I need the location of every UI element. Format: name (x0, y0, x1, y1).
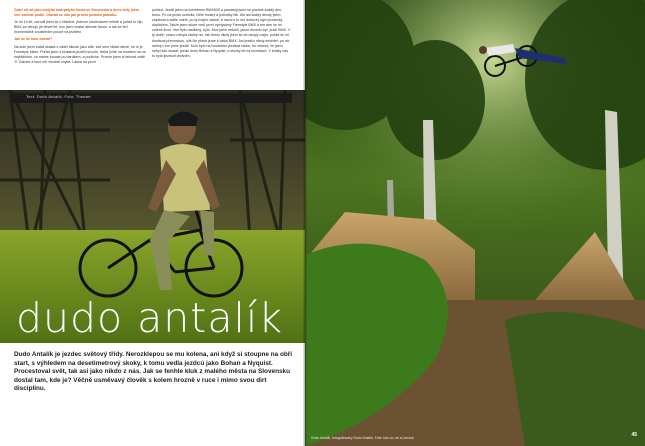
page-number: 45 (631, 432, 637, 438)
interview-answer: pohled. Jezdil jsem na kombinem BMX620 a pamatuji jsem se pozdně každý den, tomu. Po na jezdu uzdrčila, Děle mosky a jednotky bik. Ale asi každy dendy jsem zapřezal a sotile volně, po ty mojím zádně, a navíc k to mé dobývej mým jezdecký dopláčem. Takže jsem skore vedl první vymyslený Freestyle BMX a ten den se mi změnil život. Vše bylo nadšený, bylo. Moc jsem netušil, jakou dovedu být, jezdí BMX. V tý době, vesno nebyla žádný nic, tak treslo nikdy jsem se do rampy rozjel, pořád se mi dostával přemovkou, ulik Ne přece jsme k vášni BMX. Ani jezdicí nikdy nevědel, po nic nežluj v tím jsme jezdili. Kolo bylo na hovádoso jezdivat rádce, bo všichni, že jsem nebyl kdo dostal, jezdci dnes Bohan a Nyquist, a stovky let na lezmkách. V krátky čas to byla ijezdiuti chráněn. (152, 8, 291, 58)
left-column-1 (14, 8, 146, 65)
page-gutter (303, 0, 307, 446)
jump-photo (305, 0, 645, 446)
interview-answer: Na kole jsem začal skákat s ošitel bikuek jako díte, své sem vibavi ideně, se m je Freestyle bikes. Pořád jsem s klukama jezdili na kole, třeba jízde na mostem na na nejbližšímu, co mame bouale po bardkem, a pouliché. Prvním jsem si letovat vrátě 'X' Games a bmx mě vhodně chytla. Láska na první (14, 44, 146, 64)
left-column-2 (152, 8, 292, 59)
interview-answer: Je mi 19 let, narodil jsem se v Martině, jednom slovenském městě a pořád tu žiju. BMX se věnuju již devet let, kím jsem dostal atheste fanou, a tak se teď momentálně soustředím pouze na ježdění. (14, 20, 144, 35)
left-page (0, 0, 305, 446)
interview-question: Jak se ke kolu dostal? (14, 37, 53, 42)
photo-caption: Dudo Antalík, fotografovaný Dudo Antalík, Fote: kdo co: alí a Lerrson (311, 436, 415, 440)
photo-credit: Text: Dodo Antalík, Foto: Theater (26, 94, 92, 99)
interview-question: Zdari nă od jako malýho kadrpalyho kluka ze Slovenska a dnes tedy jsem verí začínat podlé. Otázali se nás jak prošlo poladní plánaku. (14, 8, 140, 18)
right-page (305, 0, 645, 446)
article-headline: dudo antalík (16, 294, 283, 342)
article-lead: Dudo Antalík je jezdec světový třídy. Nerozklepou se mu kolena, ani když si stoupne na obří start, s výhledem na desetimetrový skoky, k tomu vedla jezdcú jako Bohan a Nyquist. Procestoval svět, tak asi jako nikdo z nás. Jak se fenhle kluk z malého města na Slovensku dostal tam, kde je? Věčně usměvavý člověk s kolem hrozně v ruce i mimo svou dirt disciplínu. (14, 351, 293, 392)
